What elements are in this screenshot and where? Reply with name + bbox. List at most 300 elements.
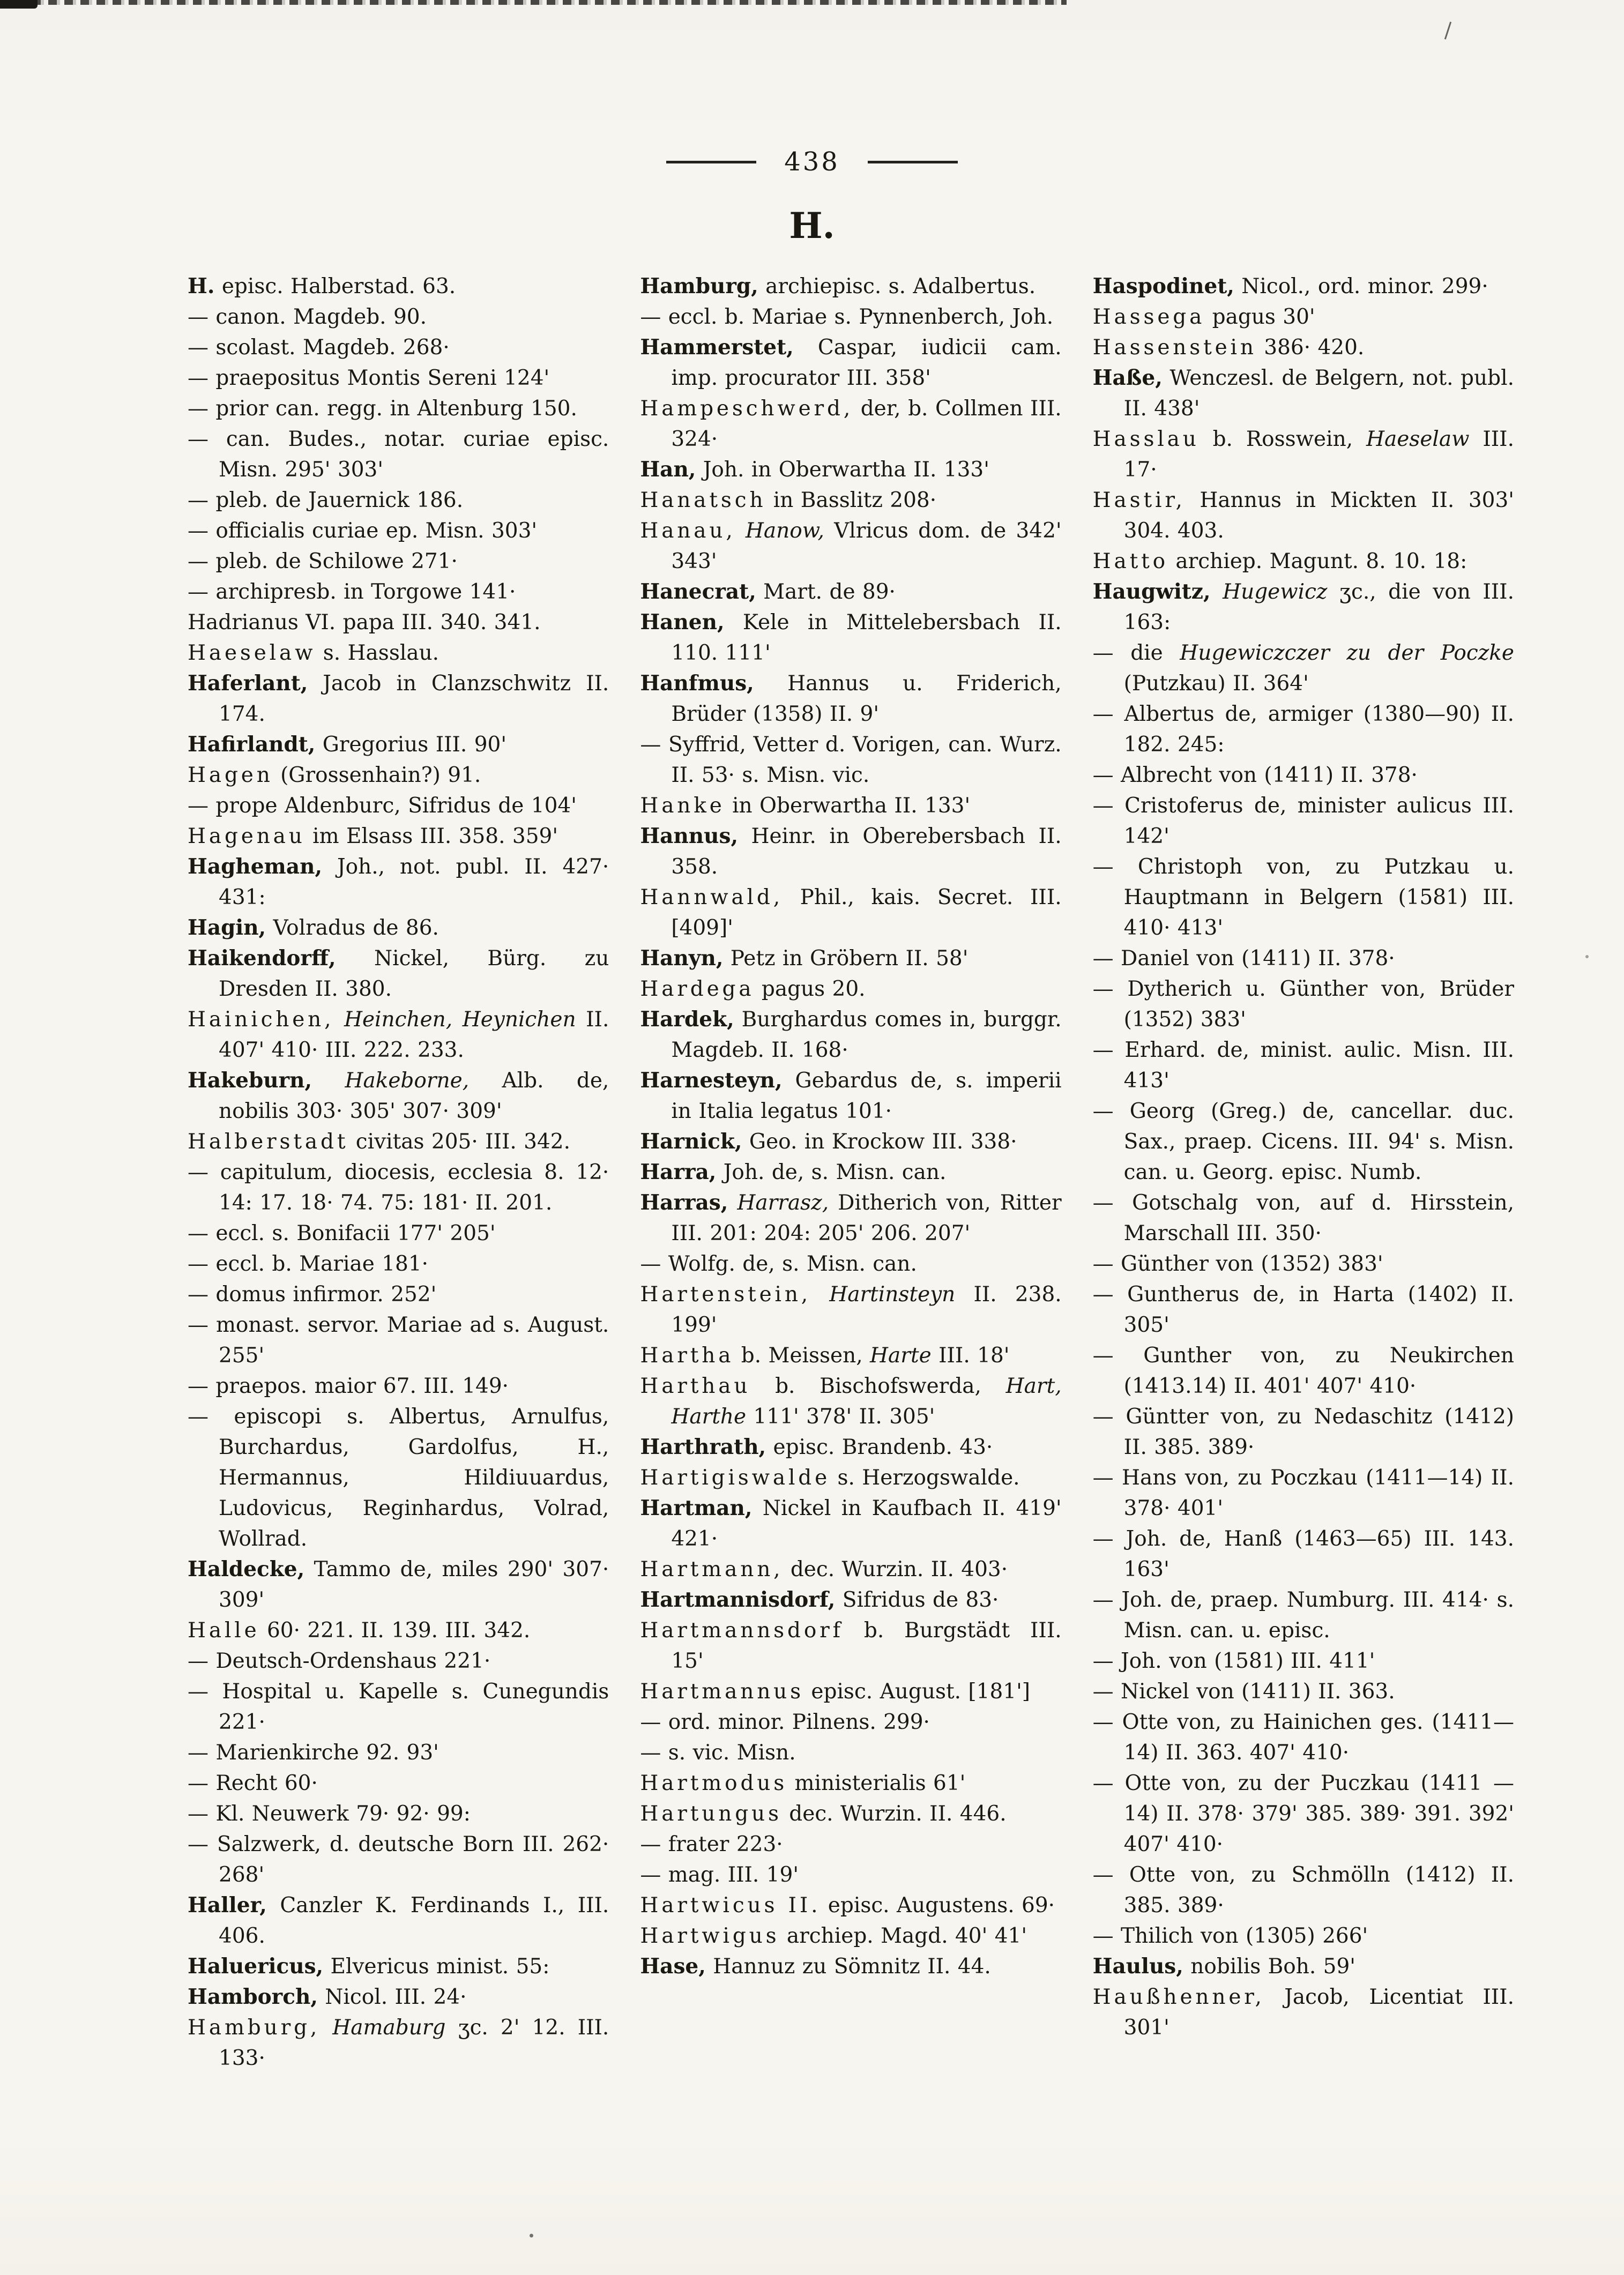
- index-entry: [640, 607, 1061, 668]
- entry-segment: — Albertus de, armiger (1380—90) II. 182. 245:: [1092, 702, 1514, 757]
- index-entry: [1093, 943, 1514, 974]
- entry-segment: Nickel in Kaufbach II. 419' 421·: [671, 1496, 1062, 1551]
- index-entry: [188, 913, 609, 943]
- index-entry: [640, 1799, 1061, 1829]
- entry-segment: Hasslau: [1092, 427, 1200, 451]
- index-entry: [640, 1065, 1061, 1127]
- entry-segment: Hannus in Mickten II. 303' 304. 403.: [1123, 488, 1514, 543]
- entry-segment: H.: [188, 274, 215, 299]
- index-entry: [188, 1310, 609, 1371]
- index-columns: [0, 243, 1624, 2073]
- entry-segment: Hanatsch: [640, 488, 766, 512]
- entry-segment: Hanecrat,: [640, 579, 756, 604]
- index-entry: [188, 790, 609, 821]
- index-entry: [188, 332, 609, 363]
- entry-segment: der, b. Collmen III. 324·: [671, 397, 1062, 451]
- index-entry: [188, 729, 609, 760]
- entry-segment: Hakeburn,: [188, 1068, 312, 1093]
- entry-segment: — domus infirmor. 252': [188, 1282, 437, 1307]
- entry-segment: dec. Wurzin. II. 403·: [783, 1557, 1008, 1582]
- index-entry: [1093, 760, 1514, 790]
- index-entry: [640, 1493, 1061, 1554]
- entry-segment: Hannuz zu Sömnitz II. 44.: [705, 1955, 991, 1979]
- entry-segment: — capitulum, diocesis, ecclesia 8. 12· 14: 17. 18· 74. 75: 181· II. 201.: [188, 1160, 609, 1215]
- entry-segment: ʒc., die von III. 163:: [1123, 580, 1514, 635]
- scan-artifact-speck: [1585, 955, 1589, 958]
- index-entry: [640, 516, 1061, 577]
- index-column-2: [640, 271, 1061, 2073]
- entry-segment: Jacob, Licentiat III. 301': [1123, 1985, 1514, 2040]
- index-entry: [188, 607, 609, 638]
- entry-segment: — Georg (Greg.) de, cancellar. duc. Sax., praep. Cicens. III. 94' s. Misn. can. u. Georg. episc. Numb.: [1092, 1099, 1514, 1184]
- index-entry: [188, 271, 609, 302]
- entry-segment: — Syffrid, Vetter d. Vorigen, can. Wurz. II. 53· s. Misn. vic.: [640, 733, 1062, 787]
- entry-segment: pagus 20.: [754, 977, 866, 1001]
- index-entry: [1093, 1463, 1514, 1524]
- index-entry: [640, 332, 1061, 393]
- scan-artifact-corner-blob: [0, 0, 38, 9]
- entry-segment: — Nickel von (1411) II. 363.: [1092, 1680, 1395, 1704]
- entry-segment: — Joh. de, praep. Numburg. III. 414· s. Misn. can. u. episc.: [1092, 1588, 1514, 1643]
- entry-segment: Hafirlandt,: [188, 732, 316, 757]
- entry-segment: — die: [1092, 641, 1180, 665]
- entry-segment: Hanen,: [640, 610, 725, 635]
- entry-segment: Tammo de, miles 290' 307· 309': [219, 1557, 609, 1612]
- entry-segment: Haußhenner,: [1092, 1985, 1265, 2009]
- entry-segment: — monast. servor. Mariae ad s. August. 255': [188, 1313, 609, 1368]
- entry-segment: Hardek,: [640, 1007, 734, 1032]
- index-entry: [640, 1615, 1061, 1676]
- entry-segment: Haikendorff,: [188, 946, 336, 971]
- entry-segment: nobilis Boh. 59': [1183, 1955, 1356, 1979]
- index-entry: [188, 821, 609, 852]
- entry-segment: Ditherich von, Ritter III. 201: 204: 205' 206. 207': [671, 1191, 1062, 1245]
- entry-segment: — Joh. von (1581) III. 411': [1092, 1649, 1375, 1673]
- entry-segment: Hammerstet,: [640, 335, 794, 360]
- entry-segment: Hanyn,: [640, 946, 724, 971]
- entry-segment: Harra,: [640, 1160, 717, 1184]
- entry-segment: Hainichen,: [188, 1008, 334, 1032]
- entry-segment: — pleb. de Jauernick 186.: [188, 488, 464, 512]
- index-entry: [188, 668, 609, 729]
- entry-segment: Harte: [870, 1344, 932, 1368]
- entry-segment: — Deutsch-Ordenshaus 221·: [188, 1649, 491, 1673]
- entry-segment: im Elsass III. 358. 359': [305, 824, 558, 848]
- index-entry: [188, 1799, 609, 1829]
- index-entry: [1093, 1035, 1514, 1096]
- entry-segment: [736, 519, 746, 543]
- index-entry: [640, 1676, 1061, 1707]
- scan-artifact-top-edge: [0, 0, 1067, 5]
- index-entry: [640, 1371, 1061, 1432]
- index-entry: [640, 454, 1061, 485]
- index-entry: [640, 1707, 1061, 1737]
- entry-segment: — s. vic. Misn.: [640, 1741, 796, 1765]
- entry-segment: III. 17·: [1123, 427, 1514, 482]
- entry-segment: Geo. in Krockow III. 338·: [742, 1130, 1017, 1154]
- entry-segment: — episcopi s. Albertus, Arnulfus, Burchardus, Gardolfus, H., Hermannus, Hildiuuardus, Ludovicus, Reginhardus, Volrad, Wollrad.: [188, 1405, 609, 1551]
- index-entry: [1093, 1951, 1514, 1982]
- index-entry: [188, 943, 609, 1004]
- entry-segment: Petz in Gröbern II. 58': [723, 946, 969, 971]
- index-entry: [640, 1188, 1061, 1249]
- entry-segment: — Albrecht von (1411) II. 378·: [1092, 763, 1418, 787]
- entry-segment: Hartmannus: [640, 1680, 804, 1704]
- index-entry: [1093, 1860, 1514, 1921]
- entry-segment: Halle: [188, 1618, 260, 1643]
- page-header: [0, 0, 1624, 247]
- index-entry: [188, 1004, 609, 1065]
- entry-segment: — Guntherus de, in Harta (1402) II. 305': [1092, 1282, 1514, 1337]
- entry-segment: Hartwicus II.: [640, 1893, 821, 1918]
- index-entry: [188, 638, 609, 668]
- index-entry: [188, 1646, 609, 1676]
- entry-segment: Harnesteyn,: [640, 1068, 783, 1093]
- entry-segment: — Gotschalg von, auf d. Hirsstein, Marschall III. 350·: [1092, 1191, 1514, 1245]
- entry-segment: dec. Wurzin. II. 446.: [781, 1802, 1007, 1826]
- entry-segment: Gregorius III. 90': [315, 733, 507, 757]
- entry-segment: b. Bischofswerda,: [750, 1374, 1006, 1398]
- index-entry: [1093, 577, 1514, 638]
- index-entry: [640, 1585, 1061, 1615]
- index-entry: [1093, 852, 1514, 943]
- entry-segment: [312, 1069, 345, 1093]
- entry-segment: 60· 221. II. 139. III. 342.: [259, 1618, 531, 1643]
- entry-segment: — Dytherich u. Günther von, Brüder (1352) 383': [1092, 977, 1514, 1032]
- entry-segment: Hannus u. Friderich, Brüder (1358) II. 9': [671, 672, 1062, 726]
- entry-segment: — Thilich von (1305) 266': [1092, 1924, 1368, 1948]
- entry-segment: Heinr. in Oberebersbach II. 358.: [671, 824, 1062, 879]
- index-entry: [188, 2012, 609, 2073]
- entry-segment: Canzler K. Ferdinands I., III. 406.: [219, 1893, 609, 1948]
- index-entry: [188, 546, 609, 577]
- index-entry: [188, 1065, 609, 1127]
- entry-segment: Mart. de 89·: [756, 580, 896, 604]
- entry-segment: Haldecke,: [188, 1557, 305, 1582]
- index-entry: [188, 1982, 609, 2012]
- index-entry: [188, 1157, 609, 1218]
- index-entry: [640, 485, 1061, 516]
- entry-segment: [334, 1008, 344, 1032]
- entry-segment: Hanow,: [745, 519, 824, 543]
- entry-segment: Hamburg,: [640, 274, 758, 299]
- entry-segment: Joh., not. publ. II. 427· 431:: [219, 855, 609, 909]
- entry-segment: Hassenstein: [1092, 335, 1257, 360]
- index-entry: [188, 1890, 609, 1951]
- index-entry: [1093, 363, 1514, 424]
- index-entry: [640, 1432, 1061, 1463]
- index-entry: [1093, 332, 1514, 363]
- entry-segment: — archipresb. in Torgowe 141·: [188, 580, 516, 604]
- entry-segment: episc. Brandenb. 43·: [766, 1435, 993, 1459]
- entry-segment: Hagen: [188, 763, 273, 787]
- index-entry: [1093, 1676, 1514, 1707]
- entry-segment: Hanfmus,: [640, 671, 754, 696]
- entry-segment: Hartenstein,: [640, 1282, 811, 1307]
- entry-segment: Hugewiczczer zu der Poczke: [1180, 641, 1514, 665]
- entry-segment: Caspar, iudicii cam. imp. procurator III. 358': [671, 335, 1062, 390]
- entry-segment: archiep. Magunt. 8. 10. 18:: [1168, 549, 1467, 573]
- index-entry: [188, 363, 609, 393]
- entry-segment: Hartinsteyn: [829, 1282, 956, 1307]
- entry-segment: Harrasz,: [737, 1191, 829, 1215]
- entry-segment: — Günther von (1352) 383': [1092, 1252, 1383, 1276]
- entry-segment: Nickel, Bürg. zu Dresden II. 380.: [219, 946, 609, 1001]
- entry-segment: [811, 1282, 829, 1307]
- entry-segment: — officialis curiae ep. Misn. 303': [188, 519, 538, 543]
- entry-segment: Hartman,: [640, 1496, 753, 1520]
- entry-segment: — Kl. Neuwerk 79· 92· 99:: [188, 1802, 471, 1826]
- index-entry: [188, 1768, 609, 1799]
- index-entry: [640, 1249, 1061, 1279]
- entry-segment: episc. Halberstad. 63.: [214, 274, 456, 299]
- entry-segment: Haller,: [188, 1893, 267, 1918]
- index-entry: [640, 943, 1061, 974]
- entry-segment: in Basslitz 208·: [766, 488, 937, 512]
- entry-segment: II. 407' 410· III. 222. 233.: [219, 1008, 609, 1062]
- index-entry: [640, 1890, 1061, 1921]
- index-entry: [188, 302, 609, 332]
- entry-segment: Hagheman,: [188, 854, 323, 879]
- entry-segment: 111' 378' II. 305': [746, 1405, 935, 1429]
- entry-segment: Hase,: [640, 1954, 706, 1979]
- index-entry: [1093, 1401, 1514, 1463]
- index-entry: [640, 668, 1061, 729]
- index-entry: [640, 729, 1061, 790]
- entry-segment: episc. August. [181']: [804, 1680, 1031, 1704]
- index-entry: [640, 1951, 1061, 1982]
- entry-segment: Han,: [640, 457, 696, 482]
- entry-segment: [728, 1191, 737, 1215]
- entry-segment: Joh. de, s. Misn. can.: [716, 1160, 947, 1184]
- entry-segment: Kele in Mittelebersbach II. 110. 111': [671, 610, 1062, 665]
- entry-segment: — Joh. de, Hanß (1463—65) III. 143. 163': [1092, 1527, 1514, 1582]
- entry-segment: — Erhard. de, minist. aulic. Misn. III. 413': [1092, 1038, 1514, 1093]
- index-column-3: [1093, 271, 1514, 2073]
- entry-segment: Hannwald,: [640, 885, 783, 909]
- entry-segment: — praepos. maior 67. III. 149·: [188, 1374, 509, 1398]
- page-number-row: [0, 149, 1624, 175]
- index-entry: [640, 1157, 1061, 1188]
- index-entry: [640, 1004, 1061, 1065]
- index-entry: [1093, 1249, 1514, 1279]
- index-entry: [188, 760, 609, 790]
- entry-segment: archiepisc. s. Adalbertus.: [758, 274, 1036, 299]
- entry-segment: Halberstadt: [188, 1130, 349, 1154]
- entry-segment: — Hospital u. Kapelle s. Cunegundis 221·: [188, 1680, 609, 1734]
- index-entry: [1093, 271, 1514, 302]
- entry-segment: in Oberwartha II. 133': [725, 794, 971, 818]
- entry-segment: — Recht 60·: [188, 1771, 318, 1795]
- entry-segment: Harthau: [640, 1374, 751, 1398]
- entry-segment: — ord. minor. Pilnens. 299·: [640, 1710, 930, 1734]
- entry-segment: [320, 2016, 332, 2040]
- entry-segment: Hampeschwerd,: [640, 397, 854, 421]
- index-entry: [640, 271, 1061, 302]
- entry-segment: Hartmannisdorf,: [640, 1587, 836, 1612]
- entry-segment: — Otte von, zu Hainichen ges. (1411—14) II. 363. 407' 410·: [1092, 1710, 1514, 1765]
- entry-segment: Hakeborne,: [345, 1069, 470, 1093]
- entry-segment: Haluericus,: [188, 1954, 324, 1979]
- index-entry: [640, 974, 1061, 1004]
- index-entry: [1093, 302, 1514, 332]
- entry-segment: — Marienkirche 92. 93': [188, 1741, 439, 1765]
- entry-segment: Haße,: [1092, 366, 1163, 390]
- entry-segment: Sifridus de 83·: [835, 1588, 999, 1612]
- index-entry: [640, 1737, 1061, 1768]
- index-entry: [188, 1615, 609, 1646]
- entry-segment: Hugewicz: [1223, 580, 1328, 604]
- entry-segment: Haugwitz,: [1092, 579, 1211, 604]
- index-entry: [1093, 1921, 1514, 1951]
- entry-segment: b. Meissen,: [734, 1344, 870, 1368]
- index-entry: [188, 1401, 609, 1554]
- index-entry: [640, 302, 1061, 332]
- entry-segment: Haeselaw: [1366, 427, 1470, 451]
- index-entry: [188, 1279, 609, 1310]
- index-column-1: [188, 271, 609, 2073]
- entry-segment: Hatto: [1092, 549, 1168, 573]
- entry-segment: Haspodinet,: [1092, 274, 1234, 299]
- entry-segment: Gebardus de, s. imperii in Italia legatus 101·: [671, 1069, 1062, 1123]
- entry-segment: Hassega: [1092, 305, 1205, 329]
- ornament-dash-right: [868, 161, 958, 163]
- index-entry: [1093, 790, 1514, 852]
- index-entry: [188, 424, 609, 485]
- index-entry: [640, 1127, 1061, 1157]
- entry-segment: Nicol., ord. minor. 299·: [1234, 274, 1488, 299]
- entry-segment: Hart, Harthe: [671, 1374, 1062, 1429]
- entry-segment: Harthrath,: [640, 1435, 766, 1459]
- index-entry: [188, 1249, 609, 1279]
- index-entry: [188, 1127, 609, 1157]
- index-entry: [1093, 638, 1514, 699]
- index-entry: [1093, 1096, 1514, 1188]
- scan-artifact-speck: [530, 2234, 533, 2237]
- entry-segment: — Gunther von, zu Neukirchen (1413.14) II. 401' 407' 410·: [1092, 1344, 1514, 1398]
- index-entry: [188, 516, 609, 546]
- index-entry: [640, 821, 1061, 882]
- index-entry: [640, 1554, 1061, 1585]
- entry-segment: Hanau,: [640, 519, 736, 543]
- entry-segment: Hadrianus VI. papa III. 340. 341.: [188, 610, 541, 635]
- entry-segment: — Daniel von (1411) II. 378·: [1092, 946, 1395, 971]
- index-entry: [188, 393, 609, 424]
- entry-segment: — Güntter von, zu Nedaschitz (1412) II. 385. 389·: [1092, 1405, 1514, 1459]
- index-entry: [188, 1218, 609, 1249]
- entry-segment: ministerialis 61': [787, 1771, 966, 1795]
- entry-segment: Haulus,: [1092, 1954, 1183, 1979]
- entry-segment: Hardega: [640, 977, 755, 1001]
- entry-segment: Alb. de, nobilis 303· 305' 307· 309': [219, 1069, 609, 1123]
- index-entry: [1093, 1646, 1514, 1676]
- index-entry: [1093, 424, 1514, 485]
- entry-segment: — eccl. b. Mariae s. Pynnenberch, Joh.: [640, 305, 1054, 329]
- entry-segment: — eccl. b. Mariae 181·: [188, 1252, 429, 1276]
- page-number: 438: [784, 147, 840, 177]
- entry-segment: s. Hasslau.: [316, 641, 439, 665]
- index-entry: [1093, 1982, 1514, 2043]
- index-entry: [640, 790, 1061, 821]
- index-entry: [1093, 485, 1514, 546]
- ornament-dash-left: [666, 161, 756, 163]
- index-entry: [640, 1829, 1061, 1860]
- entry-segment: — canon. Magdeb. 90.: [188, 305, 427, 329]
- entry-segment: Vlricus dom. de 342' 343': [671, 519, 1062, 573]
- entry-segment: — frater 223·: [640, 1832, 783, 1856]
- index-entry: [188, 1737, 609, 1768]
- entry-segment: Hamburg,: [188, 2016, 321, 2040]
- entry-segment: II. 238. 199': [671, 1282, 1062, 1337]
- entry-segment: — prope Aldenburc, Sifridus de 104': [188, 794, 577, 818]
- entry-segment: Hartmannsdorf: [640, 1618, 844, 1643]
- entry-segment: Jacob in Clanzschwitz II. 174.: [219, 672, 609, 726]
- entry-segment: Phil., kais. Secret. III. [409]': [671, 885, 1062, 940]
- entry-segment: [1211, 580, 1223, 604]
- entry-segment: — Christoph von, zu Putzkau u. Hauptmann in Belgern (1581) III. 410· 413': [1092, 855, 1514, 940]
- entry-segment: Hartungus: [640, 1802, 782, 1826]
- index-entry: [1093, 974, 1514, 1035]
- index-entry: [1093, 1340, 1514, 1401]
- entry-segment: Hamborch,: [188, 1985, 318, 2009]
- entry-segment: Hartmann,: [640, 1557, 784, 1582]
- entry-segment: episc. Augustens. 69·: [821, 1893, 1055, 1918]
- entry-segment: Haferlant,: [188, 671, 308, 696]
- entry-segment: Wenczesl. de Belgern, not. publ. II. 438': [1123, 366, 1514, 421]
- index-entry: [640, 1279, 1061, 1340]
- entry-segment: Hastir,: [1092, 488, 1186, 512]
- entry-segment: — scolast. Magdeb. 268·: [188, 335, 450, 360]
- entry-segment: Elvericus minist. 55:: [323, 1955, 550, 1979]
- section-letter-heading: H.: [789, 205, 835, 247]
- entry-segment: Hartwigus: [640, 1924, 780, 1948]
- entry-segment: — praepositus Montis Sereni 124': [188, 366, 550, 390]
- entry-segment: Nicol. III. 24·: [317, 1985, 467, 2009]
- entry-segment: — Cristoferus de, minister aulicus III. 142': [1092, 794, 1514, 848]
- entry-segment: — Wolfg. de, s. Misn. can.: [640, 1252, 917, 1276]
- entry-segment: archiep. Magd. 40' 41': [779, 1924, 1027, 1948]
- entry-segment: b. Rosswein,: [1199, 427, 1366, 451]
- entry-segment: pagus 30': [1205, 305, 1315, 329]
- entry-segment: — pleb. de Schilowe 271·: [188, 549, 458, 573]
- entry-segment: 386· 420.: [1256, 335, 1365, 360]
- entry-segment: Hamaburg: [332, 2016, 446, 2040]
- entry-segment: Haeselaw: [188, 641, 316, 665]
- entry-segment: Burghardus comes in, burggr. Magdeb. II. 168·: [671, 1008, 1062, 1062]
- index-entry: [188, 1951, 609, 1982]
- entry-segment: Hannus,: [640, 824, 739, 848]
- entry-segment: — can. Budes., notar. curiae episc. Misn. 295' 303': [188, 427, 609, 482]
- index-entry: [188, 577, 609, 607]
- index-entry: [188, 1371, 609, 1401]
- entry-segment: — mag. III. 19': [640, 1863, 799, 1887]
- index-entry: [640, 1340, 1061, 1371]
- index-entry: [640, 577, 1061, 607]
- entry-segment: civitas 205· III. 342.: [348, 1130, 570, 1154]
- index-entry: [188, 485, 609, 516]
- entry-segment: Volradus de 86.: [266, 916, 439, 940]
- entry-segment: (Putzkau) II. 364': [1123, 672, 1309, 696]
- entry-segment: Joh. in Oberwartha II. 133': [696, 458, 989, 482]
- index-entry: [1093, 1768, 1514, 1860]
- entry-segment: III. 18': [931, 1344, 1010, 1368]
- index-entry: [188, 1676, 609, 1737]
- entry-segment: Heinchen, Heynichen: [344, 1008, 576, 1032]
- index-entry: [640, 882, 1061, 943]
- entry-segment: Harnick,: [640, 1129, 742, 1154]
- index-entry: [1093, 699, 1514, 760]
- index-entry: [1093, 546, 1514, 577]
